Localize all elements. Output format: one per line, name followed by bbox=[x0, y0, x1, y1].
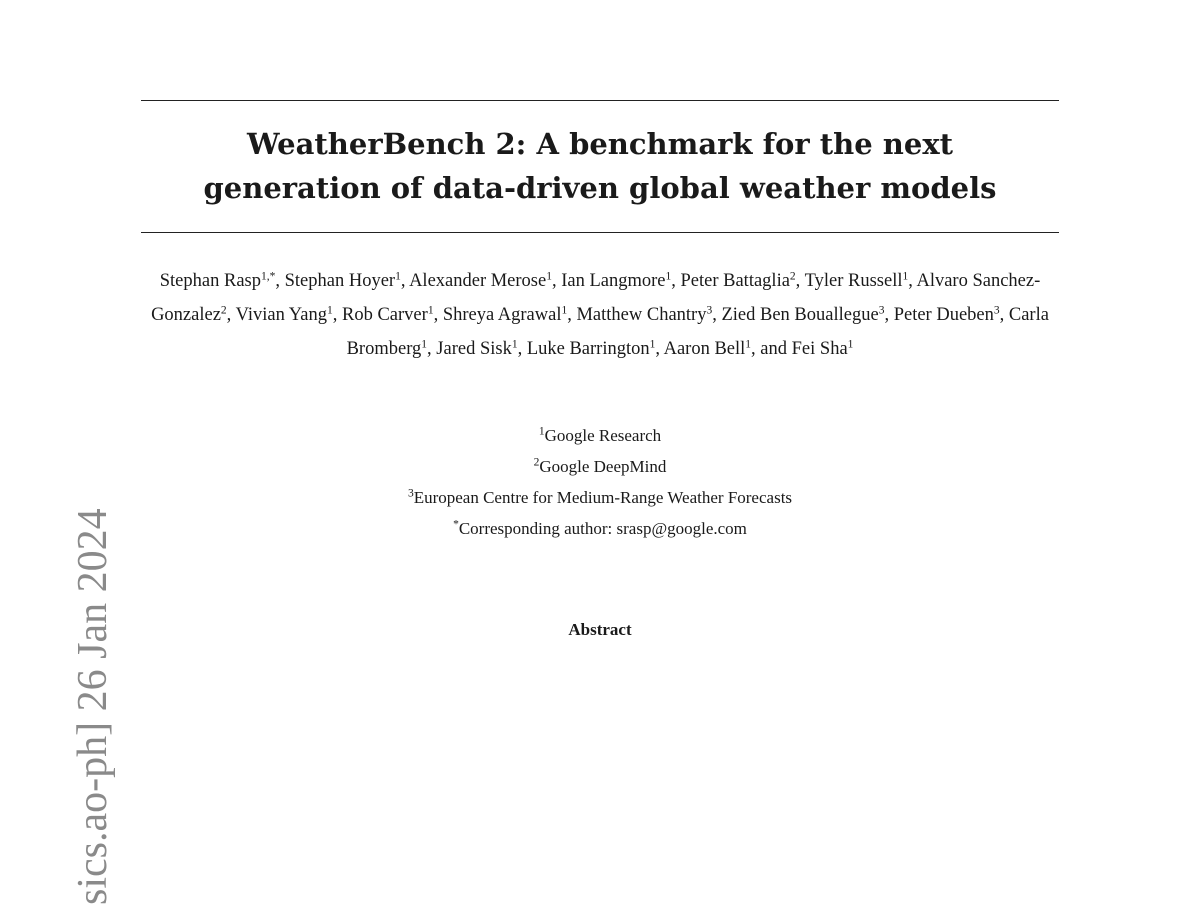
author-affiliation-marker: 1 bbox=[665, 270, 672, 283]
author-affiliation-marker: 1 bbox=[902, 270, 909, 283]
affiliation-marker: * bbox=[453, 518, 459, 531]
author-name: Tyler Russell bbox=[804, 271, 903, 291]
author-affiliation-marker: 1 bbox=[561, 304, 568, 317]
affiliation-text: European Centre for Medium-Range Weather Forecasts bbox=[413, 488, 793, 507]
author-entry bbox=[681, 271, 796, 291]
author-name: Jared Sisk bbox=[436, 339, 512, 359]
author-name: Stephan Hoyer bbox=[284, 271, 396, 291]
author-entry bbox=[436, 339, 517, 359]
author-entry bbox=[285, 271, 401, 291]
corresponding-author-note bbox=[141, 513, 1059, 544]
author-entry bbox=[721, 305, 884, 325]
affiliation-marker: 2 bbox=[533, 456, 540, 469]
author-affiliation-marker: 1 bbox=[327, 304, 333, 317]
affiliation-list bbox=[141, 420, 1059, 544]
affiliation-ecmwf bbox=[141, 482, 1059, 513]
author-name: Zied Ben Bouallegue bbox=[721, 305, 879, 325]
author-list: Stephan Rasp$^{1,*}$, Stephan Hoyer$^1$, Alexander Merose$^1$, Ian Langmore$^1$, Peter Battaglia$^2$, Tyler Russell$^1$, Alvaro Sanchez-Gonzalez$^2$, Vivian Yang$^1$, Rob Carver$^1$, Shreya Agrawal$^1$, Matthew Chantry$^3$, Zied Ben Bouallegue$^3$, Peter Dueben$^3$, Carla Bromberg$^1$, Jared Sisk$^1$, Luke Barrington$^1$, Aaron Bell$^1$, and Fei Sha$^1$ bbox=[151, 270, 1049, 359]
author-name: Ian Langmore bbox=[561, 271, 666, 291]
author-entry bbox=[160, 271, 276, 291]
author-affiliation-marker: 2 bbox=[789, 270, 796, 283]
affiliation-marker: 3 bbox=[407, 487, 414, 500]
author-entry bbox=[342, 305, 434, 325]
author-name: Matthew Chantry bbox=[576, 305, 707, 325]
title-bottom-rule bbox=[141, 232, 1059, 233]
affiliation-google-deepmind bbox=[141, 451, 1059, 482]
author-affiliation-marker: 1 bbox=[546, 270, 552, 283]
author-affiliation-marker: 1,* bbox=[260, 270, 276, 283]
author-entry bbox=[561, 271, 671, 291]
author-name: Peter Dueben bbox=[893, 305, 994, 325]
author-name: Carla Bromberg bbox=[346, 305, 1049, 359]
author-entry bbox=[576, 305, 712, 325]
author-affiliation-marker: 1 bbox=[847, 338, 854, 351]
author-entry bbox=[664, 339, 751, 359]
paper-title-line-2: generation of data-driven global weather models bbox=[203, 171, 997, 205]
paper-title bbox=[141, 122, 1059, 210]
author-name: Aaron Bell bbox=[663, 339, 746, 359]
author-name: Vivian Yang bbox=[235, 305, 327, 325]
author-entry bbox=[894, 305, 1000, 325]
author-name: Stephan Rasp bbox=[159, 271, 261, 291]
affiliation-text: Google Research bbox=[544, 426, 662, 445]
author-entry bbox=[792, 339, 854, 359]
author-entry bbox=[443, 305, 567, 325]
author-name: Fei Sha bbox=[791, 339, 848, 359]
arxiv-side-stamp: sics.ao-ph] 26 Jan 2024 bbox=[70, 508, 116, 905]
author-name: Rob Carver bbox=[342, 305, 428, 325]
author-affiliation-marker: 1 bbox=[511, 338, 518, 351]
author-affiliation-marker: 3 bbox=[706, 304, 713, 317]
author-name: Alvaro Sanchez-Gonzalez bbox=[151, 271, 1041, 325]
author-affiliation-marker: 1 bbox=[649, 338, 656, 351]
author-entry bbox=[527, 339, 656, 359]
author-name: Luke Barrington bbox=[526, 339, 650, 359]
abstract-heading: Abstract bbox=[568, 620, 632, 639]
affiliation-text: Google DeepMind bbox=[539, 457, 667, 476]
arxiv-side-stamp-region bbox=[0, 0, 116, 905]
author-affiliation-marker: 1 bbox=[745, 338, 752, 351]
author-affiliation-marker: 1 bbox=[395, 270, 401, 283]
title-top-rule bbox=[141, 100, 1059, 101]
author-affiliation-marker: 3 bbox=[878, 304, 885, 317]
paper-title-line-1: WeatherBench 2: A benchmark for the next bbox=[246, 127, 954, 161]
author-name: Shreya Agrawal bbox=[442, 305, 562, 325]
author-affiliation-marker: 1 bbox=[427, 304, 434, 317]
author-entry bbox=[805, 271, 909, 291]
author-entry bbox=[236, 305, 333, 325]
affiliation-marker: 1 bbox=[538, 425, 545, 438]
author-name: Alexander Merose bbox=[409, 271, 547, 291]
corresponding-author-text: Corresponding author: srasp@google.com bbox=[458, 519, 747, 538]
author-affiliation-marker: 3 bbox=[993, 304, 1000, 317]
author-affiliation-marker: 2 bbox=[220, 304, 227, 317]
author-name: Peter Battaglia bbox=[680, 271, 790, 291]
affiliation-google-research bbox=[141, 420, 1059, 451]
author-affiliation-marker: 1 bbox=[421, 338, 428, 351]
author-entry bbox=[409, 271, 552, 291]
